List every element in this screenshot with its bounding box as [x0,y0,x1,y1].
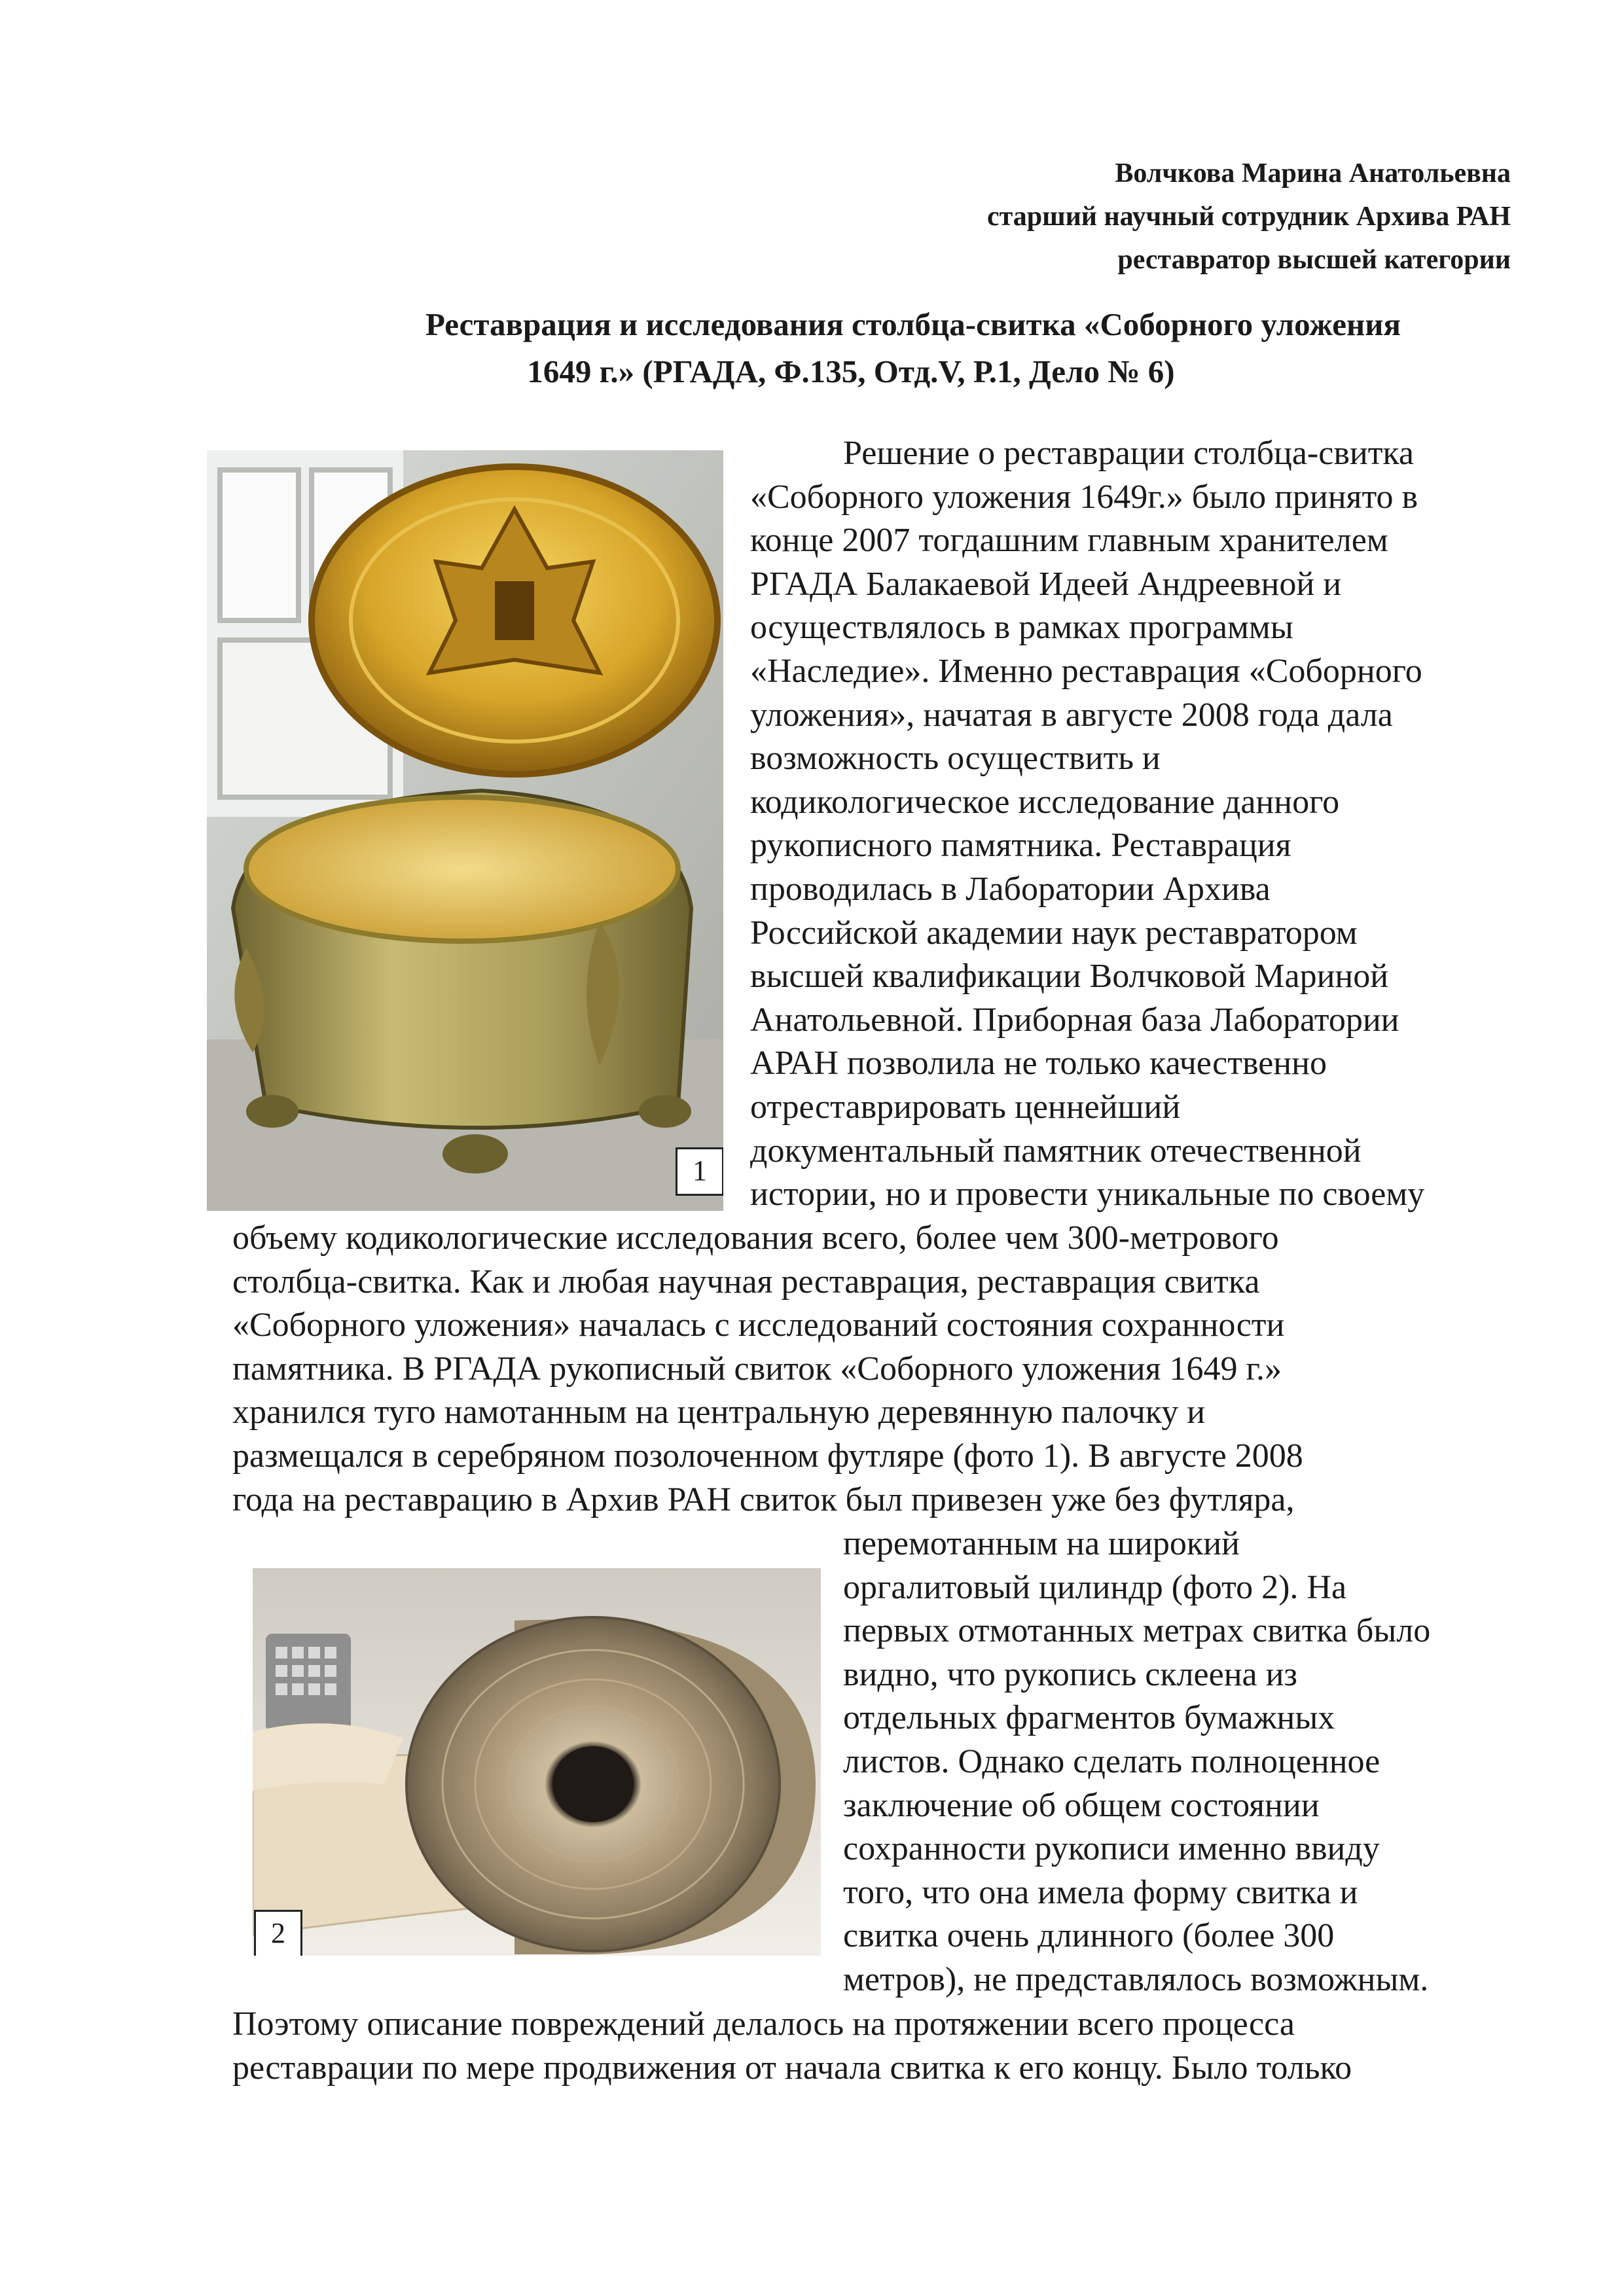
text-line: видно, что рукопись склеена из [843,1655,1297,1693]
text-line: уложения», начатая в августе 2008 года дала [750,696,1393,734]
text-line: перемотанным на широкий [843,1525,1240,1562]
text-line: Российской академии наук реставратором [750,914,1358,952]
text-line: листов. Однако сделать полноценное [843,1742,1380,1780]
body-text-block-1 [750,432,1424,1217]
text-line: столбца-свитка. Как и любая научная реставрация, реставрация свитка [232,1263,1260,1300]
text-line: хранился туго намотанным на центральную деревянную палочку и [232,1393,1206,1431]
author-position: старший научный сотрудник Архива РАН [986,202,1511,232]
text-line: кодикологическое исследование данного [750,783,1340,821]
text-line: года на реставрацию в Архив РАН свиток был привезен уже без футляра, [232,1480,1295,1518]
text-line: АРАН позволила не только качественно [750,1045,1327,1083]
text-line: Анатольевной. Приборная база Лаборатории [750,1001,1399,1039]
author-name: Волчкова Марина Анатольевна [1115,158,1511,188]
text-line: «Соборного уложения» началась с исследований состояния сохранности [232,1306,1285,1344]
photo-1-image [207,450,723,1211]
text-line: возможность осуществить и [750,740,1161,778]
title-line-2: 1649 г.» (РГАДА, Ф.135, Отд.V, Р.1, Дело № 6) [527,353,1175,389]
photo-2-scroll-roll [253,1568,821,1956]
text-line: заключение об общем состоянии [843,1786,1320,1824]
text-line: оргалитовый цилиндр (фото 2). На [843,1568,1347,1606]
text-line: высшей квалификации Волчковой Мариной [750,958,1389,996]
document-title [196,301,1525,395]
text-line: памятника. В РГАДА рукописный свиток «Соборного уложения 1649 г.» [232,1350,1282,1388]
author-block [594,152,1511,281]
text-line: метров), не представлялось возможным. [843,1960,1429,1998]
text-line: Поэтому описание повреждений делалось на протяжении всего процесса [232,2005,1295,2043]
text-line: РГАДА Балакаевой Идеей Андреевной и [750,565,1342,603]
text-line: документальный памятник отечественной [750,1132,1362,1170]
photo-1-gilded-case [207,450,723,1211]
text-line: конце 2007 тогдашним главным хранителем [750,522,1388,560]
photo-2-label: 2 [254,1910,302,1956]
text-line: объему кодикологические исследования всего, более чем 300-метрового [232,1219,1279,1257]
text-line: отдельных фрагментов бумажных [843,1699,1335,1737]
text-line: «Наследие». Именно реставрация «Соборного [750,652,1422,690]
text-line: сохранности рукописи именно ввиду [843,1830,1380,1868]
body-text-block-3 [843,1522,1430,2002]
text-line: отреставрировать ценнейший [750,1088,1181,1126]
text-line: того, что она имела форму свитка и [843,1873,1358,1911]
text-line: свитка очень длинного (более 300 [843,1917,1335,1955]
text-line: осуществлялось в рамках программы [750,609,1293,647]
text-line: реставрации по мере продвижения от начала свитка к его концу. Было только [232,2049,1352,2087]
text-line: «Соборного уложения 1649г.» было принято в [750,478,1418,516]
text-line: Решение о реставрации столбца-свитка [843,435,1414,472]
body-text-block-4 [232,2003,1352,2090]
text-line: рукописного памятника. Реставрация [750,827,1291,865]
text-line: размещался в серебряном позолоченном футляре (фото 1). В августе 2008 [232,1437,1303,1475]
text-line: проводилась в Лаборатории Архива [750,870,1271,908]
body-text-block-2 [232,1217,1303,1522]
text-line: истории, но и провести уникальные по своему [750,1175,1425,1213]
photo-1-label: 1 [676,1147,723,1196]
text-line: первых отмотанных метрах свитка было [843,1612,1431,1650]
photo-2-image [253,1568,821,1956]
author-qualification: реставратор высшей категории [1117,245,1511,275]
title-line-1: Реставрация и исследования столбца-свитка «Соборного уложения [425,306,1401,342]
